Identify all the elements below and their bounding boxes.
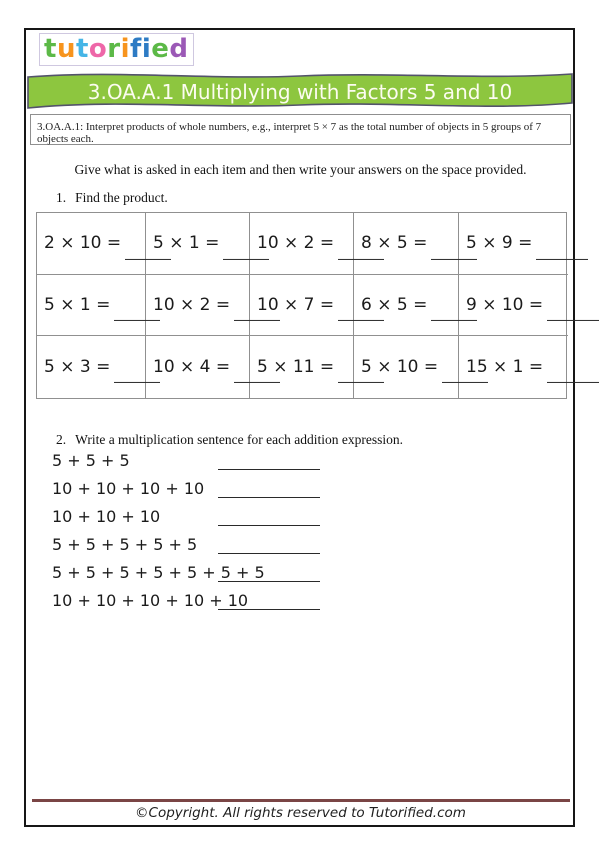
expression-row <box>52 591 532 619</box>
products-table <box>36 212 567 399</box>
section2-number: 2. <box>56 432 67 447</box>
answer-blank <box>442 363 488 384</box>
expression-row <box>52 563 532 591</box>
problem-expression: 5 × 10 = <box>361 357 439 378</box>
expression-row <box>52 507 532 535</box>
problem-expression: 5 × 1 = <box>153 233 220 254</box>
problem-expression: 5 × 11 = <box>257 357 335 378</box>
section1-header <box>56 190 168 206</box>
answer-blank <box>218 609 320 610</box>
page-title: 3.OA.A.1 Multiplying with Factors 5 and 10 <box>87 79 513 104</box>
worksheet-instruction: Give what is asked in each item and then write your answers on the space provided. <box>74 162 527 177</box>
problem-expression: 10 × 2 = <box>153 294 231 315</box>
standard-description-box <box>30 114 571 145</box>
section2-header <box>56 432 403 448</box>
problem-expression: 5 × 9 = <box>466 233 533 254</box>
expression-row <box>52 479 532 507</box>
logo-letter: t <box>44 34 57 64</box>
logo-letter: e <box>151 34 170 64</box>
expression-row <box>52 451 532 479</box>
title-ribbon <box>26 67 574 114</box>
answer-blank <box>338 301 384 322</box>
addition-expression: 5 + 5 + 5 + 5 + 5 + 5 + 5 <box>52 563 265 582</box>
answer-blank <box>431 301 477 322</box>
product-problem <box>37 213 146 275</box>
problem-expression: 5 × 1 = <box>44 294 111 315</box>
problem-expression: 9 × 10 = <box>466 294 544 315</box>
problem-expression: 15 × 1 = <box>466 357 544 378</box>
product-problem <box>146 275 250 337</box>
answer-blank <box>125 239 171 260</box>
answer-blank <box>536 239 588 260</box>
logo-letter: u <box>56 34 76 64</box>
answer-blank <box>547 301 599 322</box>
problem-expression: 10 × 4 = <box>153 357 231 378</box>
logo-letter: o <box>88 34 108 64</box>
answer-blank <box>114 363 160 384</box>
answer-blank <box>431 239 477 260</box>
addition-expression: 10 + 10 + 10 + 10 + 10 <box>52 591 249 610</box>
logo-letter: d <box>169 34 189 64</box>
product-problem <box>146 336 250 398</box>
logo-letter: f <box>130 34 142 64</box>
answer-blank <box>114 301 160 322</box>
section1-number: 1. <box>56 190 67 205</box>
section1-title: Find the product. <box>75 190 168 205</box>
addition-expression: 5 + 5 + 5 + 5 + 5 <box>52 535 198 554</box>
copyright-notice: ©Copyright. All rights reserved to Tutorified.com <box>135 805 466 821</box>
logo-letter: t <box>75 34 89 64</box>
logo-letter: i <box>120 34 131 64</box>
addition-expression-list <box>52 451 532 619</box>
answer-blank <box>234 301 280 322</box>
answer-blank <box>547 363 599 384</box>
answer-blank <box>223 239 269 260</box>
section2-title: Write a multiplication sentence for each addition expression. <box>75 432 403 447</box>
problem-expression: 10 × 7 = <box>257 294 335 315</box>
logo-letter: r <box>107 34 121 64</box>
answer-blank <box>234 363 280 384</box>
addition-expression: 10 + 10 + 10 + 10 <box>52 479 205 498</box>
answer-blank <box>218 497 320 498</box>
answer-blank <box>338 239 384 260</box>
standard-description-text: 3.OA.A.1: Interpret products of whole numbers, e.g., interpret 5 × 7 as the total number of objects in 5 groups of 7 objects each. <box>37 121 542 145</box>
page-border-frame <box>24 28 575 827</box>
answer-blank <box>218 525 320 526</box>
answer-blank <box>218 581 320 582</box>
problem-expression: 6 × 5 = <box>361 294 428 315</box>
problem-expression: 10 × 2 = <box>257 233 335 254</box>
problem-expression: 8 × 5 = <box>361 233 428 254</box>
expression-row <box>52 535 532 563</box>
addition-expression: 5 + 5 + 5 <box>52 451 130 470</box>
logo-letter: i <box>141 34 152 64</box>
answer-blank <box>218 469 320 470</box>
problem-expression: 2 × 10 = <box>44 233 122 254</box>
answer-blank <box>338 363 384 384</box>
product-problem <box>37 336 146 398</box>
footer-divider-line <box>32 799 570 802</box>
problem-expression: 5 × 3 = <box>44 357 111 378</box>
answer-blank <box>218 553 320 554</box>
tutorified-logo <box>39 33 194 66</box>
product-problem <box>37 275 146 337</box>
addition-expression: 10 + 10 + 10 <box>52 507 161 526</box>
